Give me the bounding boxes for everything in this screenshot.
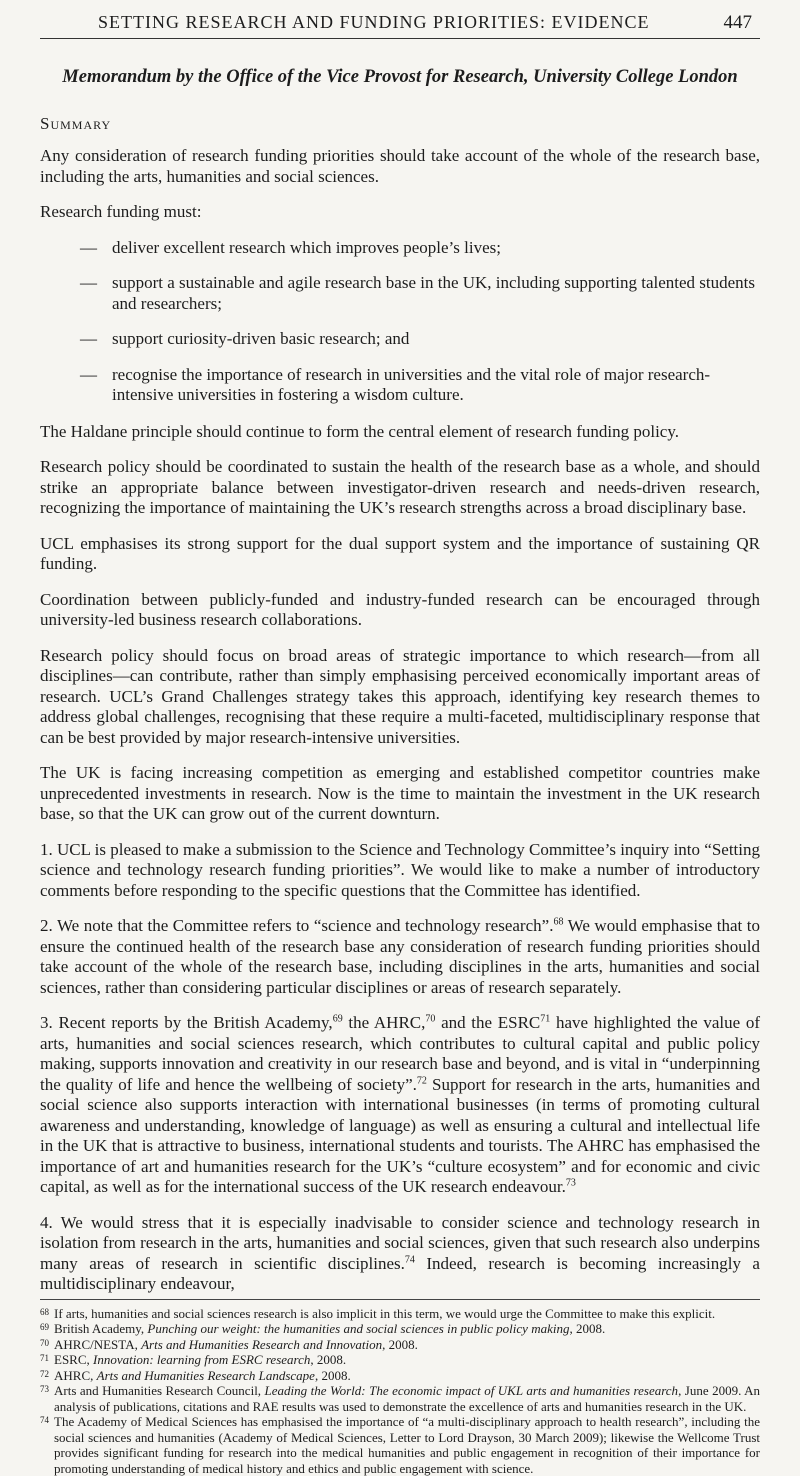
footnote-ref[interactable]: 72	[417, 1075, 427, 1086]
summary-bullet: — support a sustainable and agile research base in the UK, including supporting talented students and researchers;	[40, 273, 760, 314]
summary-paragraph: Research policy should focus on broad areas of strategic importance to which research—from all disciplines—can contribute, rather than simply emphasising perceived economically important areas of research. UCL’s Grand Challenges strategy takes this approach, identifying key research themes to address global challenges, recognising that these require a multi-faceted, multidisciplinary response that can be best provided by major research-intensive universities.	[40, 646, 760, 749]
footnote-ref[interactable]: 71	[540, 1013, 550, 1024]
footnote-ref[interactable]: 74	[405, 1254, 415, 1265]
footnote-divider	[40, 1299, 760, 1300]
summary-paragraph: Coordination between publicly-funded and industry-funded research can be encouraged through university-led business research collaborations.	[40, 590, 760, 631]
footnote-68: 68 If arts, humanities and social sciences research is also implicit in this term, we would urge the Committee to make this explicit.	[40, 1306, 760, 1322]
footnote-ref[interactable]: 69	[333, 1013, 343, 1024]
summary-intro: Any consideration of research funding priorities should take account of the whole of the research base, including the arts, humanities and social sciences.	[40, 146, 760, 187]
footnote-72: 72 AHRC, Arts and Humanities Research Landscape, 2008.	[40, 1368, 760, 1384]
footnote-73: 73 Arts and Humanities Research Council, Leading the World: The economic impact of UKL arts and humanities research, June 2009. An analysis of publications, citations and RAE results was used to demonstrate the excellence of arts and humanities research in the UK.	[40, 1383, 760, 1414]
summary-paragraph: Research policy should be coordinated to sustain the health of the research base as a whole, and should strike an appropriate balance between investigator-driven research and needs-driven research, recognizing the importance of maintaining the UK’s research strengths across a broad disciplinary base.	[40, 457, 760, 519]
footnote-70: 70 AHRC/NESTA, Arts and Humanities Research and Innovation, 2008.	[40, 1337, 760, 1353]
summary-paragraph: The UK is facing increasing competition as emerging and established competitor countries make unprecedented investments in research. Now is the time to maintain the investment in the UK research base, so that the UK can grow out of the current downturn.	[40, 763, 760, 825]
summary-must-label: Research funding must:	[40, 202, 760, 223]
summary-bullet-list	[40, 238, 760, 406]
footnote-ref[interactable]: 68	[553, 916, 563, 927]
footnotes	[40, 1306, 760, 1476]
page-number: 447	[724, 12, 753, 34]
summary-paragraph: The Haldane principle should continue to form the central element of research funding policy.	[40, 422, 760, 443]
running-header	[40, 0, 760, 39]
body-paragraph-1: 1. UCL is pleased to make a submission to the Science and Technology Committee’s inquiry into “Setting science and technology research funding priorities”. We would like to make a number of introductory comments before responding to the specific questions that the Committee has identified.	[40, 840, 760, 902]
summary-heading: Summary	[40, 114, 760, 134]
body-paragraph-4: 4. We would stress that it is especially inadvisable to consider science and technology research in isolation from research in the arts, humanities and social sciences, given that such research also underpins many areas of research in scientific disciplines.$^{74}$ Indeed, research is becoming increasingly a multidisciplinary endeavour,	[40, 1213, 760, 1295]
footnote-71: 71 ESRC, Innovation: learning from ESRC research, 2008.	[40, 1352, 760, 1368]
document-title: Memorandum by the Office of the Vice Provost for Research, University College London	[40, 67, 760, 88]
footnote-74: 74 The Academy of Medical Sciences has emphasised the importance of “a multi-disciplinary approach to health research”, including the social sciences and humanities (Academy of Medical Sciences, Letter to Lord Drayson, 30 March 2009); likewise the Wellcome Trust provides significant funding for research into the medical humanities and public engagement in recognition of their importance for promoting understanding of medical history and ethics and public engagement with science.	[40, 1414, 760, 1476]
summary-bullet: — deliver excellent research which improves people’s lives;	[40, 238, 760, 259]
summary-bullet: — recognise the importance of research in universities and the vital role of major research-intensive universities in fostering a wisdom culture.	[40, 365, 760, 406]
body-paragraph-2: 2. We note that the Committee refers to “science and technology research”.$^{68}$ We would emphasise that to ensure the continued health of the research base any consideration of research funding priorities should take account of the whole of the research base, including disciplines in the arts, humanities and social sciences, rather than considering particular disciplines or areas of research separately.	[40, 916, 760, 998]
summary-bullet: — support curiosity-driven basic research; and	[40, 329, 760, 350]
summary-paragraph: UCL emphasises its strong support for the dual support system and the importance of sustaining QR funding.	[40, 534, 760, 575]
body-paragraph-3: 3. Recent reports by the British Academy,$^{69}$ the AHRC,$^{70}$ and the ESRC$^{71}$ have highlighted the value of arts, humanities and social sciences research, which contributes to cultural capital and public policy making, supports innovation and creativity in our research base and beyond, and is vital in “underpinning the quality of life and hence the wellbeing of society”.$^{72}$ Support for research in the arts, humanities and social science also supports interaction with international businesses (in terms of promoting cultural awareness and understanding, knowledge of language) as well as ensuring a cultural and intellectual life in the UK that is attractive to business, international students and tourists. The AHRC has emphasised the importance of art and humanities research for the UK’s “culture ecosystem” and for economic and civic capital, as well as for the international success of the UK research endeavour.$^{73}$	[40, 1013, 760, 1198]
running-title: SETTING RESEARCH AND FUNDING PRIORITIES: EVIDENCE	[98, 12, 650, 33]
footnote-ref[interactable]: 70	[425, 1013, 435, 1024]
footnote-ref[interactable]: 73	[566, 1177, 576, 1188]
footnote-69: 69 British Academy, Punching our weight: the humanities and social sciences in public policy making, 2008.	[40, 1321, 760, 1337]
